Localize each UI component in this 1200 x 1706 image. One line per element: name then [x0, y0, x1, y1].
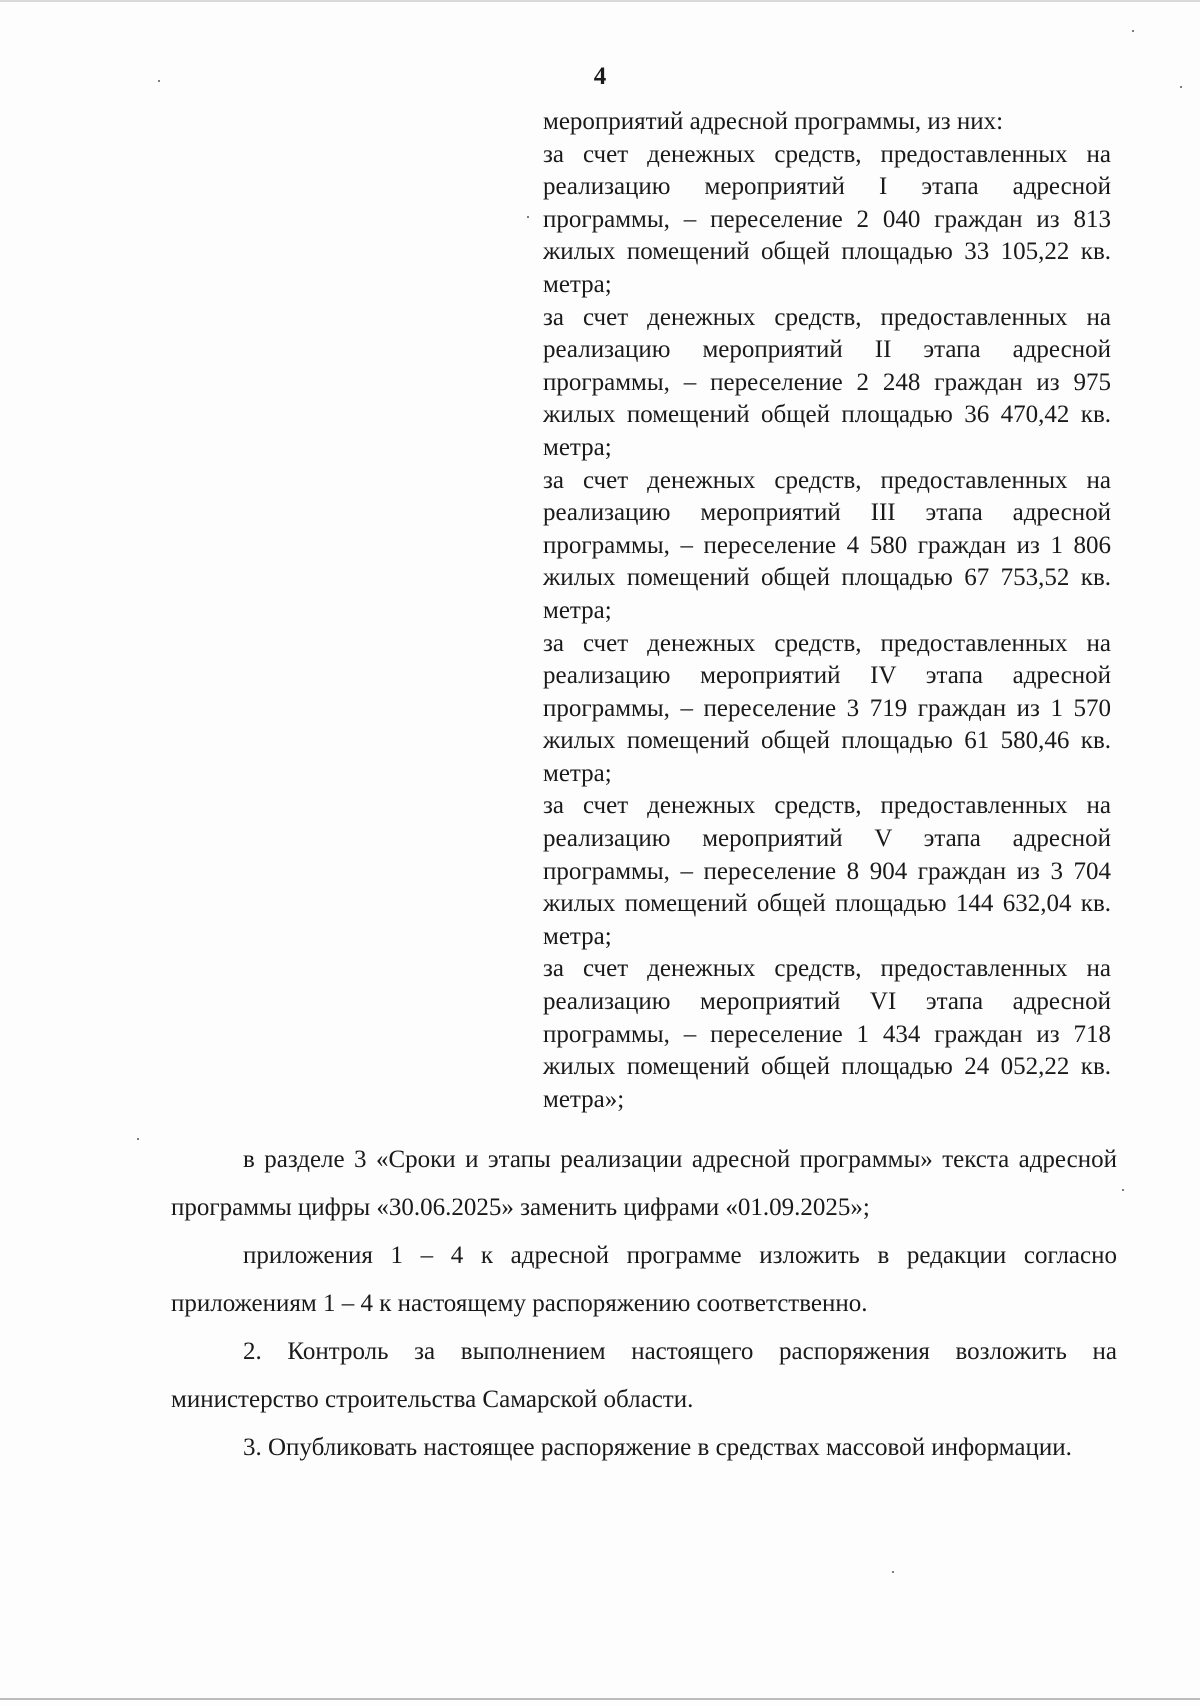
- body-paragraph: 2. Контроль за выполнением настоящего распоряжения возложить на министерство строительства Самарской области.: [171, 1338, 1117, 1413]
- body-paragraph: в разделе 3 «Сроки и этапы реализации адресной программы» текста адресной программы цифры «30.06.2025» заменить цифрами «01.09.2025»;: [171, 1146, 1117, 1221]
- column-paragraph: за счет денежных средств, предоставленных на реализацию мероприятий IV этапа адресной программы, – переселение 3 719 граждан из 1 570 жилых помещений общей площадью 61 580,46 кв. метра;: [543, 629, 1111, 787]
- scan-speck: [1122, 1189, 1124, 1191]
- column-paragraph: за счет денежных средств, предоставленных на реализацию мероприятий I этапа адресной программы, – переселение 2 040 граждан из 813 жилых помещений общей площадью 33 105,22 кв. метра;: [543, 140, 1111, 298]
- page-number: 4: [593, 63, 607, 90]
- column-paragraph: за счет денежных средств, предоставленных на реализацию мероприятий II этапа адресной программы, – переселение 2 248 граждан из 975 жилых помещений общей площадью 36 470,42 кв. метра;: [543, 303, 1111, 461]
- scan-speck: [527, 216, 529, 218]
- body-text: [171, 1136, 1117, 1472]
- scan-speck: [1180, 86, 1182, 88]
- column-paragraph: за счет денежных средств, предоставленных на реализацию мероприятий V этапа адресной программы, – переселение 8 904 граждан из 3 704 жилых помещений общей площадью 144 632,04 кв. метра;: [543, 792, 1111, 950]
- scan-speck: [892, 1571, 894, 1573]
- body-paragraph: 3. Опубликовать настоящее распоряжение в средствах массовой информации.: [243, 1434, 1072, 1461]
- scan-edge-bottom: [0, 1698, 1200, 1700]
- scan-edge-top: [0, 0, 1200, 2]
- scan-speck: [158, 80, 160, 82]
- column-paragraph: мероприятий адресной программы, из них:: [543, 108, 1004, 135]
- scan-speck: [137, 1138, 139, 1140]
- scan-speck: [1132, 30, 1134, 32]
- column-paragraph: за счет денежных средств, предоставленных на реализацию мероприятий III этапа адресной программы, – переселение 4 580 граждан из 1 806 жилых помещений общей площадью 67 753,52 кв. метра;: [543, 466, 1111, 624]
- column-paragraph: за счет денежных средств, предоставленных на реализацию мероприятий VI этапа адресной программы, – переселение 1 434 граждан из 718 жилых помещений общей площадью 24 052,22 кв. метра»;: [543, 955, 1111, 1113]
- quoted-text-column: [543, 106, 1111, 1116]
- body-paragraph: приложения 1 – 4 к адресной программе изложить в редакции согласно приложениям 1 – 4 к настоящему распоряжению соответственно.: [171, 1242, 1117, 1317]
